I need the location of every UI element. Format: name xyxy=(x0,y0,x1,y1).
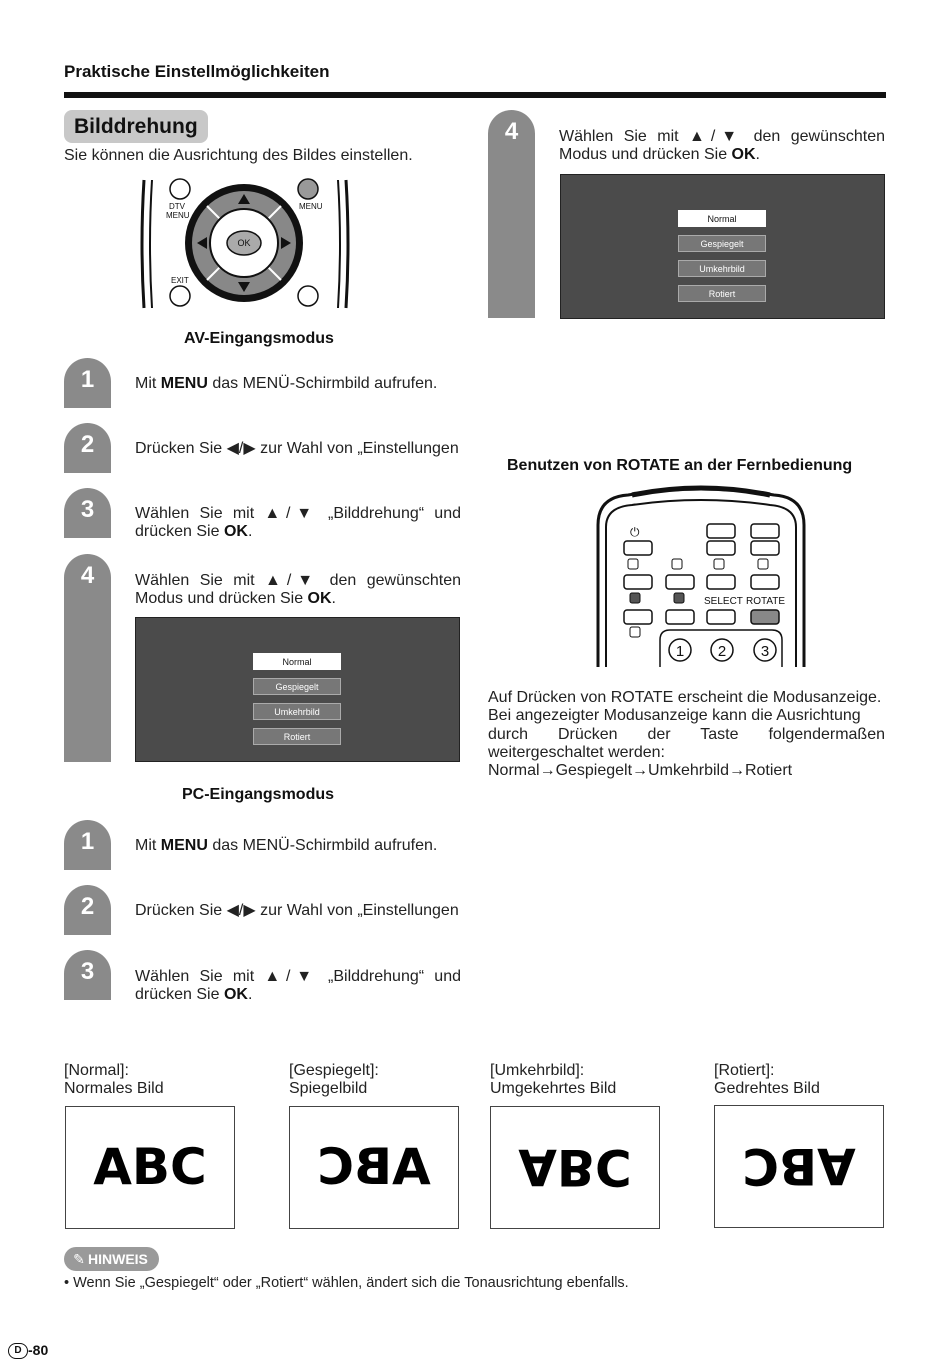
rotate-line-3: durch Drücken der Taste folgendermaßen xyxy=(488,725,885,743)
menu-option-gespiegelt[interactable]: Gespiegelt xyxy=(678,235,766,252)
select-button xyxy=(707,610,735,624)
av-step-4-number: 4 xyxy=(64,554,111,762)
number-3-label: 3 xyxy=(760,643,770,660)
dtv-menu-label: MENU xyxy=(166,211,190,220)
list-icon xyxy=(758,559,768,569)
menu-option-normal[interactable]: Normal xyxy=(253,653,341,670)
menu-option-umkehrbild[interactable]: Umkehrbild xyxy=(253,703,341,720)
av-menu-screen xyxy=(135,617,460,762)
av-step-4-text: Wählen Sie mit ▲/▼ den gewünschten Modus und drücken Sie OK. xyxy=(135,572,461,607)
display-icon xyxy=(714,559,724,569)
av-step-2-number: 2 xyxy=(64,423,111,473)
remote-rotate-diagram xyxy=(592,485,810,667)
page-title: Bilddrehung xyxy=(64,110,208,143)
input-button xyxy=(751,524,779,538)
rotate-button xyxy=(751,610,779,624)
button-r3b3 xyxy=(707,575,735,589)
mode-rotiert-caption: [Rotiert]: Gedrehtes Bild xyxy=(714,1062,820,1097)
page-number xyxy=(8,1342,48,1359)
pencil-icon: ✎ xyxy=(73,1251,85,1267)
pc-step-1-number: 1 xyxy=(64,820,111,870)
pc-step-3-text: Wählen Sie mit ▲/▼ „Bilddrehung“ und drücken Sie OK. xyxy=(135,968,461,1003)
menu-label: MENU xyxy=(299,202,323,211)
mode-umkehrbild-caption: [Umkehrbild]: Umgekehrtes Bild xyxy=(490,1062,617,1097)
right-menu-screen xyxy=(560,174,885,319)
rotate-line-2: Bei angezeigter Modusanzeige kann die Ausrichtung xyxy=(488,707,861,725)
power-icon: ⏻ xyxy=(630,525,640,539)
right-step-4-number: 4 xyxy=(488,110,535,318)
button-r3b1 xyxy=(624,575,652,589)
menu-option-gespiegelt[interactable]: Gespiegelt xyxy=(253,678,341,695)
rotate-line-1: Auf Drücken von ROTATE erscheint die Modusanzeige. xyxy=(488,689,882,706)
abc-rotated: ABC xyxy=(742,1137,856,1195)
rotate-description xyxy=(488,689,885,780)
av-mode-heading: AV-Eingangsmodus xyxy=(184,330,334,347)
rotate-line-4: weitergeschaltet werden: xyxy=(488,743,665,761)
contrast-icon xyxy=(630,593,640,603)
abc-mirrored: ABC xyxy=(317,1138,431,1196)
av-step-2-text: Drücken Sie ◀/▶ zur Wahl von „Einstellungen xyxy=(135,440,459,457)
button-r3b2 xyxy=(666,575,694,589)
blank-button xyxy=(298,286,318,306)
menu-button xyxy=(298,179,318,199)
menu-option-rotiert[interactable]: Rotiert xyxy=(678,285,766,302)
menu-option-rotiert[interactable]: Rotiert xyxy=(253,728,341,745)
dtv-menu-button xyxy=(170,179,190,199)
pc-step-1-text: Mit MENU das MENÜ-Schirmbild aufrufen. xyxy=(135,837,438,854)
mode-normal-example xyxy=(65,1106,235,1229)
mode-rotiert-example xyxy=(714,1105,884,1228)
pc-step-2-number: 2 xyxy=(64,885,111,935)
hinweis-note: • Wenn Sie „Gespiegelt“ oder „Rotiert“ wählen, ändert sich die Tonausrichtung ebenfalls. xyxy=(64,1275,629,1291)
page-prefix-badge: D xyxy=(8,1343,28,1359)
mode-umkehrbild-example xyxy=(490,1106,660,1229)
page-number-value: -80 xyxy=(28,1342,49,1358)
abc-upside-down: ABC xyxy=(518,1138,632,1196)
av-step-1-text: Mit MENU das MENÜ-Schirmbild aufrufen. xyxy=(135,375,438,392)
pc-mode-heading: PC-Eingangsmodus xyxy=(182,786,335,803)
pc-step-3-number: 3 xyxy=(64,950,111,1000)
rotate-label: ROTATE xyxy=(746,596,786,607)
button-r3b4 xyxy=(751,575,779,589)
rotate-line-5: Normal→Gespiegelt→Umkehrbild→Rotiert xyxy=(488,762,793,780)
right-step-4-text: Wählen Sie mit ▲/▼ den gewünschten Modus und drücken Sie OK. xyxy=(559,128,885,163)
dtv-label: DTV xyxy=(169,202,185,211)
menu-option-normal[interactable]: Normal xyxy=(678,210,766,227)
av-step-3-text: Wählen Sie mit ▲/▼ „Bilddrehung“ und drücken Sie OK. xyxy=(135,505,461,540)
button-r2b4 xyxy=(751,541,779,555)
pc-step-2-text: Drücken Sie ◀/▶ zur Wahl von „Einstellungen xyxy=(135,902,459,919)
ok-label: OK xyxy=(237,238,251,248)
info-button xyxy=(707,524,735,538)
number-2-label: 2 xyxy=(717,643,727,660)
button-r4b1 xyxy=(624,610,652,624)
flashback-icon xyxy=(630,627,640,637)
abc-normal: ABC xyxy=(93,1138,207,1196)
remote-dpad-diagram xyxy=(140,176,350,312)
section-title: Praktische Einstellmöglichkeiten xyxy=(64,62,330,81)
av-step-1-number: 1 xyxy=(64,358,111,408)
menu-option-umkehrbild[interactable]: Umkehrbild xyxy=(678,260,766,277)
button-r2b3 xyxy=(707,541,735,555)
select-label: SELECT xyxy=(704,596,743,607)
rotate-heading: Benutzen von ROTATE an der Fernbedienung xyxy=(507,457,853,474)
mode-gespiegelt-example xyxy=(289,1106,459,1229)
help-icon xyxy=(672,559,682,569)
hinweis-label: HINWEIS xyxy=(88,1251,148,1267)
number-1-label: 1 xyxy=(675,643,685,660)
hinweis-badge xyxy=(64,1247,159,1271)
dots-button xyxy=(624,541,652,555)
intro-text: Sie können die Ausrichtung des Bildes einstellen. xyxy=(64,147,413,164)
button-r4b2 xyxy=(666,610,694,624)
exit-button xyxy=(170,286,190,306)
picture-icon xyxy=(674,593,684,603)
exit-label: EXIT xyxy=(171,276,189,285)
mode-gespiegelt-caption: [Gespiegelt]: Spiegelbild xyxy=(289,1062,379,1097)
av-step-3-number: 3 xyxy=(64,488,111,538)
caption-icon xyxy=(628,559,638,569)
mode-normal-caption: [Normal]: Normales Bild xyxy=(64,1062,164,1097)
header-rule xyxy=(64,92,886,98)
